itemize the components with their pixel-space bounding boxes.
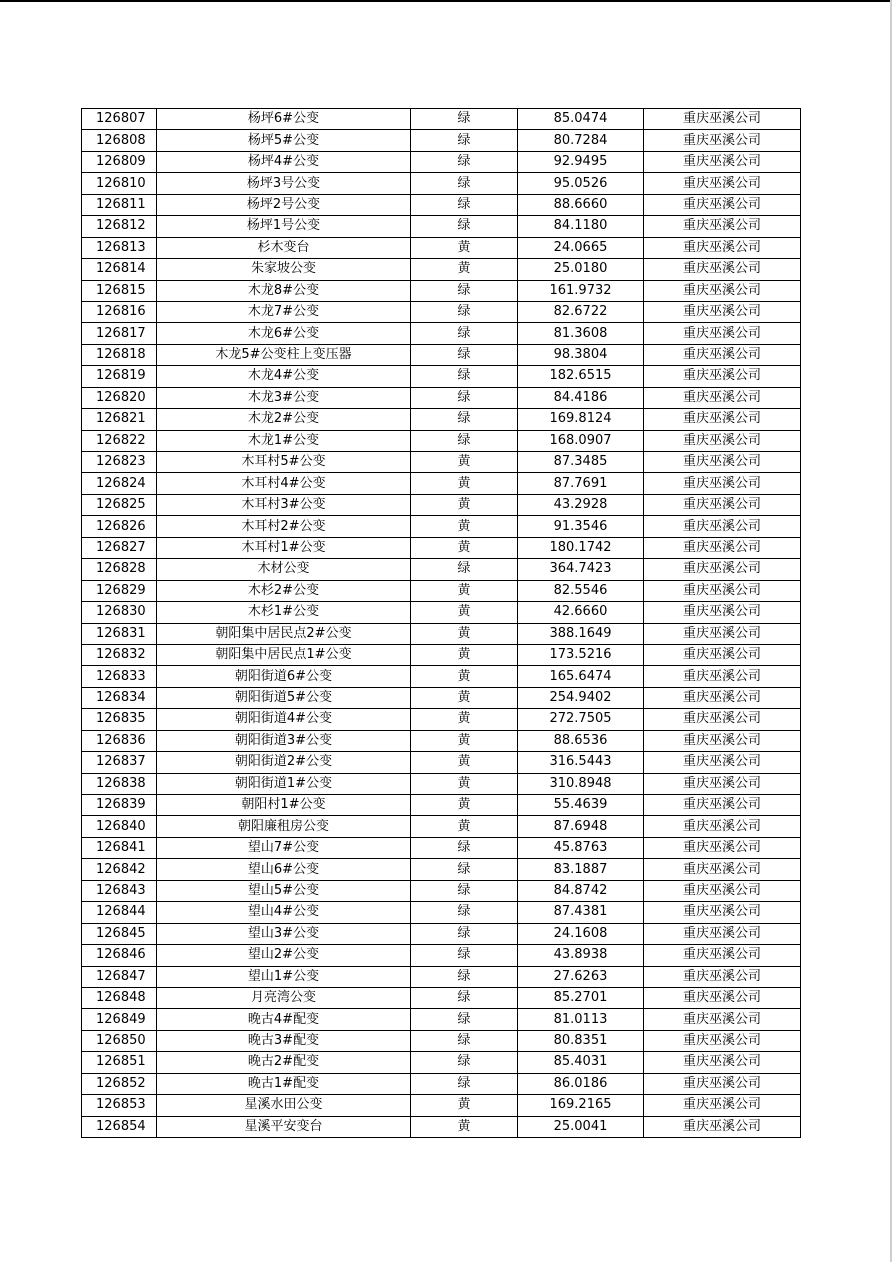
cell-value: 88.6536 (518, 730, 644, 751)
cell-company: 重庆巫溪公司 (644, 409, 801, 430)
cell-color-status: 绿 (411, 301, 518, 322)
table-row (82, 644, 801, 665)
cell-id: 126813 (82, 237, 157, 258)
table-row (82, 709, 801, 730)
cell-id: 126840 (82, 816, 157, 837)
cell-id: 126845 (82, 923, 157, 944)
cell-value: 180.1742 (518, 537, 644, 558)
cell-name: 朱家坡公变 (157, 259, 411, 280)
cell-company: 重庆巫溪公司 (644, 859, 801, 880)
table-row (82, 430, 801, 451)
cell-id: 126841 (82, 837, 157, 858)
table-row (82, 280, 801, 301)
cell-value: 169.2165 (518, 1095, 644, 1116)
cell-value: 84.4186 (518, 387, 644, 408)
cell-color-status: 黄 (411, 773, 518, 794)
table-row (82, 1030, 801, 1051)
table-row (82, 130, 801, 151)
cell-company: 重庆巫溪公司 (644, 559, 801, 580)
cell-name: 朝阳集中居民点2#公变 (157, 623, 411, 644)
cell-company: 重庆巫溪公司 (644, 344, 801, 365)
cell-color-status: 绿 (411, 859, 518, 880)
table-row (82, 387, 801, 408)
page-top-border (0, 0, 892, 2)
cell-value: 95.0526 (518, 173, 644, 194)
cell-name: 木龙1#公变 (157, 430, 411, 451)
cell-color-status: 绿 (411, 945, 518, 966)
cell-id: 126850 (82, 1030, 157, 1051)
table-row (82, 795, 801, 816)
cell-value: 27.6263 (518, 966, 644, 987)
cell-id: 126836 (82, 730, 157, 751)
cell-value: 310.8948 (518, 773, 644, 794)
cell-name: 木耳村3#公变 (157, 494, 411, 515)
cell-company: 重庆巫溪公司 (644, 494, 801, 515)
table-row (82, 945, 801, 966)
cell-color-status: 绿 (411, 344, 518, 365)
cell-name: 木龙7#公变 (157, 301, 411, 322)
cell-name: 木龙4#公变 (157, 366, 411, 387)
cell-value: 182.6515 (518, 366, 644, 387)
table-row (82, 987, 801, 1008)
cell-company: 重庆巫溪公司 (644, 259, 801, 280)
cell-company: 重庆巫溪公司 (644, 687, 801, 708)
cell-color-status: 绿 (411, 1052, 518, 1073)
cell-color-status: 绿 (411, 173, 518, 194)
cell-value: 81.3608 (518, 323, 644, 344)
cell-company: 重庆巫溪公司 (644, 880, 801, 901)
cell-company: 重庆巫溪公司 (644, 1030, 801, 1051)
cell-color-status: 黄 (411, 644, 518, 665)
table-row (82, 773, 801, 794)
table-row (82, 1052, 801, 1073)
cell-id: 126848 (82, 987, 157, 1008)
table-row (82, 537, 801, 558)
cell-id: 126833 (82, 666, 157, 687)
cell-id: 126844 (82, 902, 157, 923)
cell-name: 朝阳街道3#公变 (157, 730, 411, 751)
cell-company: 重庆巫溪公司 (644, 323, 801, 344)
table-row (82, 666, 801, 687)
cell-company: 重庆巫溪公司 (644, 1073, 801, 1094)
cell-name: 晚古3#配变 (157, 1030, 411, 1051)
cell-company: 重庆巫溪公司 (644, 1009, 801, 1030)
transformer-table (81, 108, 801, 1138)
table-row (82, 1073, 801, 1094)
cell-value: 165.6474 (518, 666, 644, 687)
cell-color-status: 绿 (411, 109, 518, 130)
cell-name: 星溪平安变台 (157, 1116, 411, 1137)
cell-value: 42.6660 (518, 602, 644, 623)
cell-id: 126847 (82, 966, 157, 987)
cell-name: 木杉1#公变 (157, 602, 411, 623)
cell-value: 82.5546 (518, 580, 644, 601)
cell-id: 126843 (82, 880, 157, 901)
cell-color-status: 绿 (411, 902, 518, 923)
cell-name: 望山6#公变 (157, 859, 411, 880)
cell-id: 126821 (82, 409, 157, 430)
table-row (82, 452, 801, 473)
cell-company: 重庆巫溪公司 (644, 902, 801, 923)
cell-id: 126824 (82, 473, 157, 494)
cell-name: 朝阳村1#公变 (157, 795, 411, 816)
cell-color-status: 黄 (411, 623, 518, 644)
cell-color-status: 绿 (411, 966, 518, 987)
cell-company: 重庆巫溪公司 (644, 709, 801, 730)
cell-name: 杨坪3号公变 (157, 173, 411, 194)
cell-company: 重庆巫溪公司 (644, 537, 801, 558)
cell-value: 83.1887 (518, 859, 644, 880)
cell-id: 126846 (82, 945, 157, 966)
cell-id: 126816 (82, 301, 157, 322)
cell-name: 木杉2#公变 (157, 580, 411, 601)
cell-value: 55.4639 (518, 795, 644, 816)
cell-color-status: 绿 (411, 923, 518, 944)
table-row (82, 1009, 801, 1030)
cell-value: 80.8351 (518, 1030, 644, 1051)
cell-id: 126842 (82, 859, 157, 880)
cell-name: 木龙6#公变 (157, 323, 411, 344)
cell-company: 重庆巫溪公司 (644, 816, 801, 837)
cell-name: 望山4#公变 (157, 902, 411, 923)
cell-name: 杨坪1号公变 (157, 216, 411, 237)
table-row (82, 237, 801, 258)
cell-value: 43.8938 (518, 945, 644, 966)
cell-company: 重庆巫溪公司 (644, 923, 801, 944)
table-row (82, 923, 801, 944)
cell-color-status: 绿 (411, 1009, 518, 1030)
cell-id: 126823 (82, 452, 157, 473)
cell-color-status: 黄 (411, 516, 518, 537)
cell-value: 24.0665 (518, 237, 644, 258)
cell-color-status: 黄 (411, 730, 518, 751)
table-row (82, 880, 801, 901)
cell-color-status: 黄 (411, 473, 518, 494)
cell-name: 朝阳街道1#公变 (157, 773, 411, 794)
table-row (82, 473, 801, 494)
cell-color-status: 黄 (411, 537, 518, 558)
cell-company: 重庆巫溪公司 (644, 945, 801, 966)
cell-id: 126826 (82, 516, 157, 537)
table-row (82, 301, 801, 322)
table-row (82, 494, 801, 515)
cell-company: 重庆巫溪公司 (644, 773, 801, 794)
cell-value: 24.1608 (518, 923, 644, 944)
cell-color-status: 黄 (411, 602, 518, 623)
cell-company: 重庆巫溪公司 (644, 194, 801, 215)
cell-name: 木龙2#公变 (157, 409, 411, 430)
cell-company: 重庆巫溪公司 (644, 666, 801, 687)
cell-value: 87.6948 (518, 816, 644, 837)
table-row (82, 173, 801, 194)
cell-name: 木龙3#公变 (157, 387, 411, 408)
cell-id: 126818 (82, 344, 157, 365)
cell-name: 晚古4#配变 (157, 1009, 411, 1030)
table-row (82, 559, 801, 580)
cell-id: 126853 (82, 1095, 157, 1116)
cell-id: 126854 (82, 1116, 157, 1137)
cell-company: 重庆巫溪公司 (644, 837, 801, 858)
cell-value: 45.8763 (518, 837, 644, 858)
cell-value: 82.6722 (518, 301, 644, 322)
cell-value: 91.3546 (518, 516, 644, 537)
cell-id: 126829 (82, 580, 157, 601)
cell-value: 25.0180 (518, 259, 644, 280)
cell-id: 126837 (82, 752, 157, 773)
cell-value: 80.7284 (518, 130, 644, 151)
cell-name: 望山7#公变 (157, 837, 411, 858)
cell-color-status: 绿 (411, 280, 518, 301)
cell-value: 87.3485 (518, 452, 644, 473)
cell-color-status: 绿 (411, 216, 518, 237)
cell-company: 重庆巫溪公司 (644, 623, 801, 644)
table-row (82, 687, 801, 708)
cell-id: 126820 (82, 387, 157, 408)
cell-color-status: 黄 (411, 687, 518, 708)
cell-name: 杨坪5#公变 (157, 130, 411, 151)
cell-id: 126828 (82, 559, 157, 580)
cell-color-status: 绿 (411, 880, 518, 901)
cell-id: 126834 (82, 687, 157, 708)
cell-color-status: 黄 (411, 709, 518, 730)
cell-id: 126822 (82, 430, 157, 451)
cell-company: 重庆巫溪公司 (644, 602, 801, 623)
cell-color-status: 黄 (411, 237, 518, 258)
cell-value: 85.0474 (518, 109, 644, 130)
cell-company: 重庆巫溪公司 (644, 516, 801, 537)
cell-value: 98.3804 (518, 344, 644, 365)
cell-name: 杉木变台 (157, 237, 411, 258)
cell-color-status: 绿 (411, 366, 518, 387)
cell-id: 126819 (82, 366, 157, 387)
table-row (82, 344, 801, 365)
cell-name: 杨坪2号公变 (157, 194, 411, 215)
cell-name: 木龙5#公变柱上变压器 (157, 344, 411, 365)
cell-id: 126839 (82, 795, 157, 816)
cell-id: 126810 (82, 173, 157, 194)
table-row (82, 580, 801, 601)
cell-name: 望山1#公变 (157, 966, 411, 987)
table-row (82, 259, 801, 280)
cell-name: 杨坪4#公变 (157, 151, 411, 172)
cell-company: 重庆巫溪公司 (644, 1116, 801, 1137)
cell-name: 木材公变 (157, 559, 411, 580)
cell-color-status: 绿 (411, 130, 518, 151)
cell-value: 81.0113 (518, 1009, 644, 1030)
cell-id: 126852 (82, 1073, 157, 1094)
cell-id: 126814 (82, 259, 157, 280)
table-row (82, 902, 801, 923)
cell-id: 126808 (82, 130, 157, 151)
cell-company: 重庆巫溪公司 (644, 1095, 801, 1116)
cell-id: 126807 (82, 109, 157, 130)
cell-color-status: 绿 (411, 987, 518, 1008)
cell-color-status: 绿 (411, 1073, 518, 1094)
table-row (82, 966, 801, 987)
cell-id: 126835 (82, 709, 157, 730)
cell-company: 重庆巫溪公司 (644, 966, 801, 987)
cell-id: 126831 (82, 623, 157, 644)
cell-color-status: 黄 (411, 816, 518, 837)
cell-company: 重庆巫溪公司 (644, 216, 801, 237)
cell-company: 重庆巫溪公司 (644, 430, 801, 451)
table-body (82, 109, 801, 1138)
cell-color-status: 黄 (411, 452, 518, 473)
cell-value: 25.0041 (518, 1116, 644, 1137)
cell-value: 364.7423 (518, 559, 644, 580)
cell-id: 126811 (82, 194, 157, 215)
cell-color-status: 黄 (411, 752, 518, 773)
table-row (82, 366, 801, 387)
cell-name: 望山5#公变 (157, 880, 411, 901)
cell-company: 重庆巫溪公司 (644, 301, 801, 322)
cell-value: 161.9732 (518, 280, 644, 301)
cell-name: 朝阳街道5#公变 (157, 687, 411, 708)
cell-name: 月亮湾公变 (157, 987, 411, 1008)
cell-color-status: 黄 (411, 494, 518, 515)
cell-company: 重庆巫溪公司 (644, 795, 801, 816)
cell-company: 重庆巫溪公司 (644, 387, 801, 408)
cell-company: 重庆巫溪公司 (644, 452, 801, 473)
table-row (82, 752, 801, 773)
table-row (82, 323, 801, 344)
cell-color-status: 黄 (411, 580, 518, 601)
cell-value: 43.2928 (518, 494, 644, 515)
table-row (82, 216, 801, 237)
cell-company: 重庆巫溪公司 (644, 280, 801, 301)
cell-id: 126815 (82, 280, 157, 301)
cell-name: 木耳村5#公变 (157, 452, 411, 473)
cell-color-status: 绿 (411, 837, 518, 858)
cell-company: 重庆巫溪公司 (644, 366, 801, 387)
cell-color-status: 绿 (411, 409, 518, 430)
cell-name: 望山2#公变 (157, 945, 411, 966)
cell-company: 重庆巫溪公司 (644, 752, 801, 773)
cell-company: 重庆巫溪公司 (644, 987, 801, 1008)
cell-name: 晚古1#配变 (157, 1073, 411, 1094)
cell-id: 126827 (82, 537, 157, 558)
table-row (82, 409, 801, 430)
cell-value: 316.5443 (518, 752, 644, 773)
cell-name: 朝阳街道2#公变 (157, 752, 411, 773)
cell-company: 重庆巫溪公司 (644, 130, 801, 151)
cell-value: 272.7505 (518, 709, 644, 730)
cell-id: 126825 (82, 494, 157, 515)
table-row (82, 109, 801, 130)
table-row (82, 151, 801, 172)
cell-color-status: 绿 (411, 559, 518, 580)
table-row (82, 859, 801, 880)
table-row (82, 194, 801, 215)
table-row (82, 623, 801, 644)
cell-value: 86.0186 (518, 1073, 644, 1094)
table-row (82, 602, 801, 623)
cell-value: 254.9402 (518, 687, 644, 708)
cell-value: 84.8742 (518, 880, 644, 901)
cell-color-status: 绿 (411, 430, 518, 451)
cell-value: 87.7691 (518, 473, 644, 494)
table-row (82, 1116, 801, 1137)
cell-color-status: 绿 (411, 1030, 518, 1051)
cell-value: 84.1180 (518, 216, 644, 237)
cell-id: 126838 (82, 773, 157, 794)
cell-value: 92.9495 (518, 151, 644, 172)
cell-color-status: 黄 (411, 795, 518, 816)
cell-value: 168.0907 (518, 430, 644, 451)
cell-id: 126812 (82, 216, 157, 237)
cell-name: 朝阳街道6#公变 (157, 666, 411, 687)
cell-id: 126832 (82, 644, 157, 665)
cell-id: 126830 (82, 602, 157, 623)
cell-value: 87.4381 (518, 902, 644, 923)
cell-name: 晚古2#配变 (157, 1052, 411, 1073)
cell-name: 杨坪6#公变 (157, 109, 411, 130)
table-row (82, 1095, 801, 1116)
cell-name: 望山3#公变 (157, 923, 411, 944)
cell-color-status: 黄 (411, 1095, 518, 1116)
cell-id: 126817 (82, 323, 157, 344)
cell-name: 木耳村4#公变 (157, 473, 411, 494)
cell-company: 重庆巫溪公司 (644, 109, 801, 130)
table-row (82, 837, 801, 858)
cell-color-status: 绿 (411, 194, 518, 215)
cell-name: 朝阳集中居民点1#公变 (157, 644, 411, 665)
cell-company: 重庆巫溪公司 (644, 237, 801, 258)
cell-company: 重庆巫溪公司 (644, 173, 801, 194)
table-row (82, 516, 801, 537)
cell-name: 星溪水田公变 (157, 1095, 411, 1116)
cell-name: 朝阳廉租房公变 (157, 816, 411, 837)
cell-company: 重庆巫溪公司 (644, 151, 801, 172)
cell-color-status: 绿 (411, 387, 518, 408)
cell-company: 重庆巫溪公司 (644, 1052, 801, 1073)
table-row (82, 816, 801, 837)
cell-id: 126851 (82, 1052, 157, 1073)
cell-name: 木耳村1#公变 (157, 537, 411, 558)
table-row (82, 730, 801, 751)
cell-color-status: 黄 (411, 666, 518, 687)
cell-company: 重庆巫溪公司 (644, 644, 801, 665)
cell-company: 重庆巫溪公司 (644, 473, 801, 494)
cell-name: 木耳村2#公变 (157, 516, 411, 537)
cell-name: 木龙8#公变 (157, 280, 411, 301)
cell-company: 重庆巫溪公司 (644, 580, 801, 601)
cell-value: 173.5216 (518, 644, 644, 665)
cell-color-status: 绿 (411, 151, 518, 172)
cell-value: 388.1649 (518, 623, 644, 644)
cell-value: 85.4031 (518, 1052, 644, 1073)
cell-color-status: 绿 (411, 323, 518, 344)
cell-value: 85.2701 (518, 987, 644, 1008)
cell-color-status: 黄 (411, 259, 518, 280)
cell-name: 朝阳街道4#公变 (157, 709, 411, 730)
cell-color-status: 黄 (411, 1116, 518, 1137)
cell-id: 126809 (82, 151, 157, 172)
cell-value: 169.8124 (518, 409, 644, 430)
cell-value: 88.6660 (518, 194, 644, 215)
cell-id: 126849 (82, 1009, 157, 1030)
cell-company: 重庆巫溪公司 (644, 730, 801, 751)
